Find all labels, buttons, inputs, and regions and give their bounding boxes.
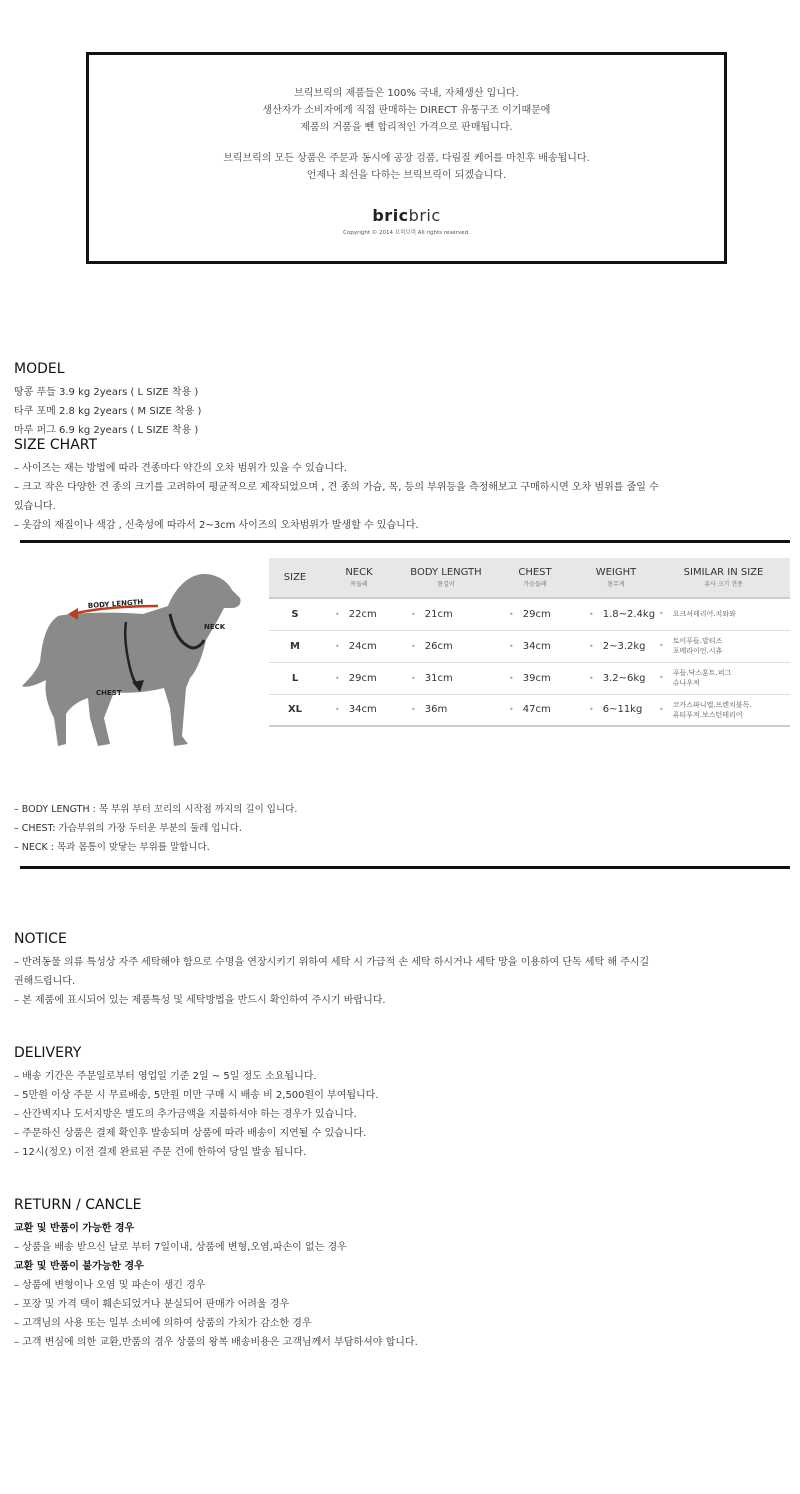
header-neck: [321, 558, 397, 598]
header-similar-en: SIMILAR IN SIZE: [683, 567, 764, 578]
delivery-line: – 배송 기간은 주문일로부터 영업일 기준 2일 ~ 5일 정도 소요됩니다.: [14, 1071, 317, 1082]
header-similar: [657, 558, 790, 598]
brand-notice-box: [86, 52, 727, 264]
size-table-header: [269, 558, 790, 598]
table-row: [269, 694, 790, 726]
brand-notice-line: 언제나 최선을 다하는 브릭브릭이 되겠습니다.: [306, 170, 507, 181]
cell-weight: • 1.8~2.4kg: [575, 598, 657, 630]
brand-notice-paragraph-2: [89, 150, 724, 184]
similar-line: 요크셔테리어.치와와: [672, 610, 736, 619]
model-line: 타쿠 포메 2.8 kg 2years ( M SIZE 착용 ): [14, 406, 202, 417]
return-title: RETURN / CANCLE: [14, 1197, 142, 1213]
body-length-label: BODY LENGTH: [87, 598, 144, 610]
header-chest-ko: 가슴둘레: [523, 581, 547, 588]
cell-body: • 31cm: [397, 662, 495, 694]
cell-value: 36m: [424, 704, 448, 716]
cell-value: 31cm: [424, 672, 453, 684]
table-row: [269, 598, 790, 630]
cell-value: 1.8~2.4kg: [602, 608, 656, 620]
return-impossible-title: 교환 및 반품이 불가능한 경우: [14, 1261, 144, 1272]
chest-label: CHEST: [96, 689, 122, 697]
cell-value: 39cm: [522, 672, 551, 684]
delivery-line: – 5만원 이상 주문 시 무료배송, 5만원 미만 구매 시 배송 비 2,500원이 부여됩니다.: [14, 1090, 379, 1101]
definition-line: – NECK : 목과 몸통이 맞닿는 부위를 말합니다.: [14, 842, 210, 853]
similar-line: 슈나우져: [672, 679, 700, 687]
header-neck-en: NECK: [345, 567, 373, 578]
cell-value: 22cm: [348, 608, 377, 620]
cell-size: L: [269, 662, 321, 694]
brand-logo-part-a: bric: [372, 206, 409, 225]
header-chest: [495, 558, 575, 598]
brand-notice-line: 브릭브릭의 제품들은 100% 국내, 자체생산 입니다.: [294, 88, 519, 99]
return-possible-title: 교환 및 반품이 가능한 경우: [14, 1223, 135, 1234]
cell-weight: • 2~3.2kg: [575, 630, 657, 662]
cell-value: 34cm: [522, 640, 551, 652]
cell-chest: • 39cm: [495, 662, 575, 694]
dog-measurement-illustration: [18, 568, 250, 754]
brand-logo: [89, 206, 724, 225]
return-line: – 상품을 배송 받으신 날로 부터 7일이내, 상품에 변형,오염,파손이 없는 경우: [14, 1242, 347, 1253]
cell-value: 3.2~6kg: [602, 672, 646, 684]
cell-similar: • 요크셔테리어.치와와: [657, 598, 790, 630]
header-size: [269, 558, 321, 598]
definition-line: – CHEST: 가슴부위의 가장 두터운 부분의 둘레 입니다.: [14, 823, 242, 834]
size-chart-note: – 옷감의 재질이나 색감 , 신축성에 따라서 2~3cm 사이즈의 오차범위가 발생할 수 있습니다.: [14, 520, 419, 531]
cell-size: XL: [269, 694, 321, 726]
header-body-length-en: BODY LENGTH: [410, 567, 482, 578]
cell-value: 26cm: [424, 640, 453, 652]
cell-value: 47cm: [522, 704, 551, 716]
cell-neck: • 22cm: [321, 598, 397, 630]
header-size-en: SIZE: [283, 572, 307, 583]
header-neck-ko: 목둘레: [350, 581, 368, 588]
neck-label: NECK: [204, 623, 226, 631]
cell-similar: • 푸들.닥스훈트.퍼그 슈나우져: [657, 662, 790, 694]
cell-similar: • 코카스파니엘.프렌치불독. 퓨티푸져.보스턴테리어: [657, 694, 790, 726]
header-body-length-ko: 몸길이: [437, 581, 455, 588]
header-weight-en: WEIGHT: [595, 567, 637, 578]
model-line: 땅콩 푸들 3.9 kg 2years ( L SIZE 착용 ): [14, 387, 199, 398]
brand-notice-paragraph-1: [89, 85, 724, 136]
header-weight-ko: 몸무게: [607, 581, 625, 588]
cell-chest: • 47cm: [495, 694, 575, 726]
definition-line: – BODY LENGTH : 목 부위 부터 꼬리의 시작점 까지의 길이 입니다.: [14, 804, 298, 815]
cell-chest: • 29cm: [495, 598, 575, 630]
size-chart-note: – 사이즈는 재는 방법에 따라 견종마다 약간의 오차 범위가 있을 수 있습니다.: [14, 463, 347, 474]
model-line: 마루 퍼그 6.9 kg 2years ( L SIZE 착용 ): [14, 425, 199, 436]
delivery-line: – 12시(정오) 이전 결제 완료된 주문 건에 한하여 당일 발송 됩니다.: [14, 1147, 307, 1158]
size-chart-title: SIZE CHART: [14, 437, 98, 453]
notice-line: – 본 제품에 표시되어 있는 제품특성 및 세탁방법을 반드시 확인하여 주시기 바랍니다.: [14, 995, 386, 1006]
similar-line: 포메라이언.시츄: [672, 647, 723, 655]
cell-neck: • 34cm: [321, 694, 397, 726]
notice-line: 권해드립니다.: [14, 976, 76, 987]
brand-notice-line: 제품의 거품을 뺀 합리적인 가격으로 판매됩니다.: [300, 122, 513, 133]
cell-value: 24cm: [348, 640, 377, 652]
brand-notice-line: 생산자가 소비자에게 직접 판매하는 DIRECT 유통구조 이기때문에: [262, 105, 551, 116]
divider: [20, 866, 790, 869]
header-weight: [575, 558, 657, 598]
notice-line: – 반려동물 의류 특성상 자주 세탁해야 함으로 수명을 연장시키기 위하여 세탁 시 가급적 손 세탁 하시거나 세탁 망을 이용하여 단독 세탁 해 주시길: [14, 957, 650, 968]
cell-value: 6~11kg: [602, 704, 643, 716]
cell-neck: • 29cm: [321, 662, 397, 694]
cell-value: 21cm: [424, 608, 453, 620]
cell-body: • 21cm: [397, 598, 495, 630]
delivery-title: DELIVERY: [14, 1045, 82, 1061]
cell-similar: • 토이푸들.말티즈 포메라이언.시츄: [657, 630, 790, 662]
divider: [20, 540, 790, 543]
return-line: – 상품에 변형이나 오염 및 파손이 생긴 경우: [14, 1280, 206, 1291]
return-line: – 포장 및 가격 택이 훼손되었거나 분실되어 판매가 어려울 경우: [14, 1299, 290, 1310]
header-similar-ko: 유사 크기 견종: [704, 581, 743, 588]
cell-value: 2~3.2kg: [602, 640, 646, 652]
delivery-line: – 주문하신 상품은 결제 확인후 발송되며 상품에 따라 배송이 지연될 수 있습니다.: [14, 1128, 367, 1139]
cell-neck: • 24cm: [321, 630, 397, 662]
cell-body: • 26cm: [397, 630, 495, 662]
size-chart-note: 있습니다.: [14, 501, 56, 512]
similar-line: 토이푸들.말티즈: [672, 637, 723, 645]
cell-value: 29cm: [522, 608, 551, 620]
cell-size: S: [269, 598, 321, 630]
brand-logo-part-b: bric: [408, 206, 441, 225]
table-row: [269, 662, 790, 694]
cell-chest: • 34cm: [495, 630, 575, 662]
header-body-length: [397, 558, 495, 598]
cell-body: • 36m: [397, 694, 495, 726]
cell-size: M: [269, 630, 321, 662]
cell-weight: • 3.2~6kg: [575, 662, 657, 694]
return-line: – 고객님의 사용 또는 일부 소비에 의하여 상품의 가치가 감소한 경우: [14, 1318, 312, 1329]
size-chart-note: – 크고 작은 다양한 견 종의 크기를 고려하여 평균적으로 제작되었으며 , 견 종의 가슴, 목, 등의 부위등을 측정해보고 구매하시면 오차 범위를 줄일 수: [14, 482, 659, 493]
copyright-text: Copyright © 2014 브릭브릭 All rights reserved.: [343, 230, 470, 236]
cell-value: 29cm: [348, 672, 377, 684]
similar-line: 퓨티푸져.보스턴테리어: [672, 710, 743, 719]
cell-weight: • 6~11kg: [575, 694, 657, 726]
header-chest-en: CHEST: [518, 567, 552, 578]
table-row: [269, 630, 790, 662]
return-line: – 고객 변심에 의한 교환,반품의 경우 상품의 왕복 배송비용은 고객님께서 부담하셔야 합니다.: [14, 1337, 418, 1348]
model-title: MODEL: [14, 361, 65, 377]
notice-title: NOTICE: [14, 931, 67, 947]
similar-line: 푸들.닥스훈트.퍼그: [672, 669, 732, 677]
similar-line: 코카스파니엘.프렌치불독.: [672, 700, 752, 709]
brand-notice-line: 브릭브릭의 모든 상품은 주문과 동시에 공장 검품, 다림질 케어를 마친후 배송됩니다.: [223, 153, 590, 164]
delivery-line: – 산간벽지나 도서지방은 별도의 추가금액을 지불하셔야 하는 경우가 있습니다.: [14, 1109, 357, 1120]
size-table: [269, 558, 790, 727]
cell-value: 34cm: [348, 704, 377, 716]
